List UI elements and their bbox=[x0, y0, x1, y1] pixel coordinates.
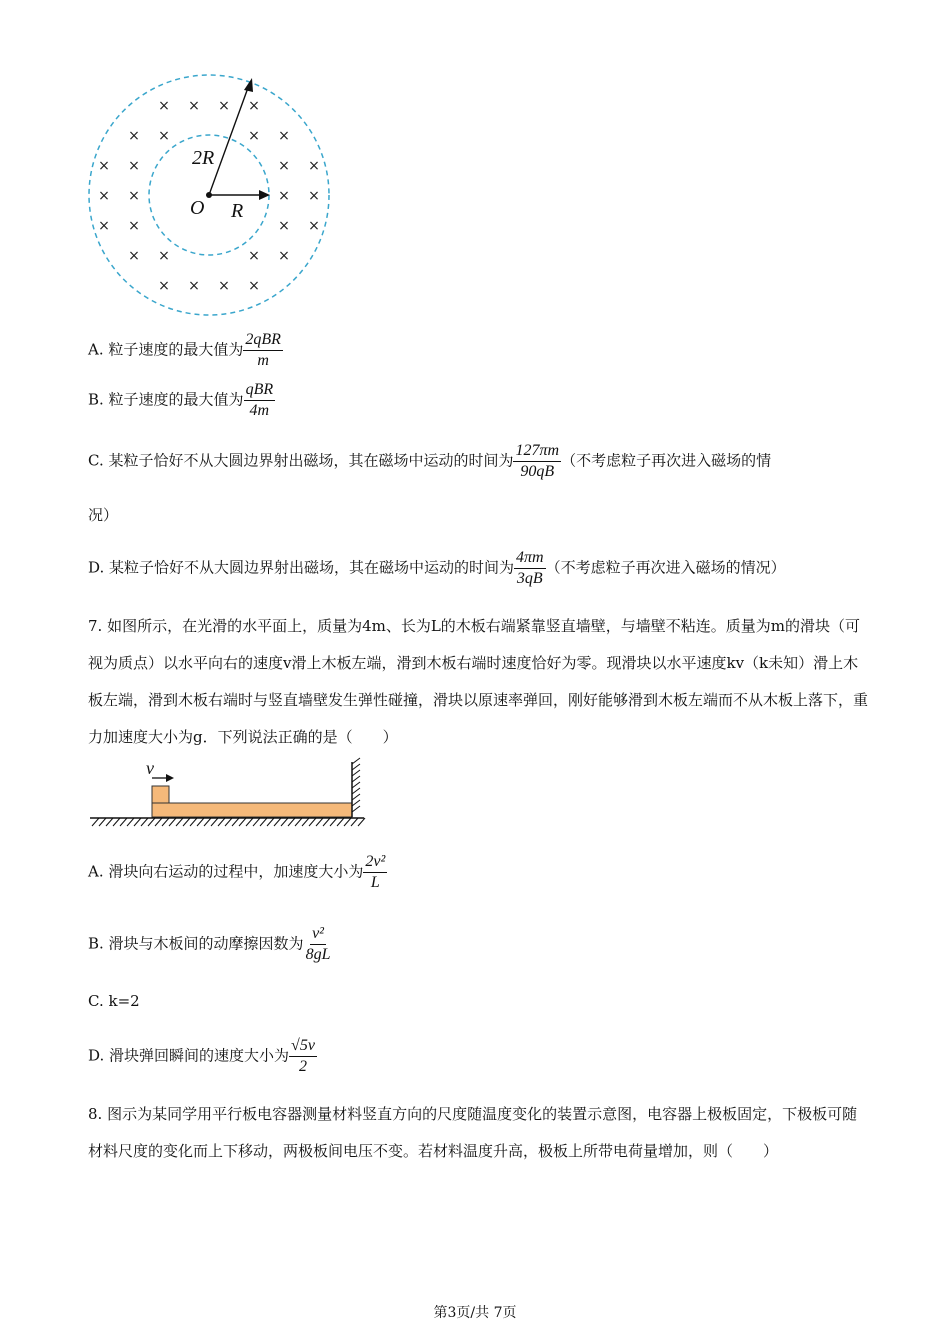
field-cross: × bbox=[158, 278, 170, 294]
hatch-line bbox=[295, 818, 302, 826]
hatch-line bbox=[176, 818, 183, 826]
hatch-line bbox=[204, 818, 211, 826]
hatch-line bbox=[183, 818, 190, 826]
hatch-line bbox=[352, 794, 360, 800]
field-cross: × bbox=[128, 248, 140, 264]
field-cross: × bbox=[308, 188, 320, 204]
hatch-line bbox=[232, 818, 239, 826]
hatch-line bbox=[281, 818, 288, 826]
field-cross: × bbox=[128, 188, 140, 204]
q7-option-a: A. 滑块向右运动的过程中，加速度大小为 $\frac{\text{2v²}}{L}$ bbox=[88, 853, 386, 891]
label-O: O bbox=[190, 197, 205, 219]
q6-option-a: A. 粒子速度的最大值为 $\frac{\text{2qBR}}{m}$ bbox=[88, 331, 281, 369]
hatch-line bbox=[352, 782, 360, 788]
hatch-line bbox=[99, 818, 106, 826]
hatch-line bbox=[352, 788, 360, 794]
hatch-line bbox=[358, 818, 365, 826]
hatch-line bbox=[323, 818, 330, 826]
field-cross: × bbox=[98, 188, 110, 204]
field-cross: × bbox=[248, 278, 260, 294]
field-cross: × bbox=[248, 248, 260, 264]
arrowhead bbox=[244, 78, 253, 92]
field-cross: × bbox=[128, 128, 140, 144]
hatch-line bbox=[92, 818, 99, 826]
field-cross: × bbox=[308, 158, 320, 174]
hatch-line bbox=[352, 800, 360, 806]
center-point bbox=[206, 192, 212, 198]
field-cross: × bbox=[188, 278, 200, 294]
hatch-line bbox=[113, 818, 120, 826]
hatch-line bbox=[162, 818, 169, 826]
hatch-line bbox=[274, 818, 281, 826]
field-cross: × bbox=[98, 218, 110, 234]
magnetic-field-figure bbox=[86, 70, 336, 320]
field-cross: × bbox=[278, 188, 290, 204]
q6-option-c: C. 某粒子恰好不从大圆边界射出磁场，其在磁场中运动的时间为 $\frac{127\pi m}{90qB}$ （不考虑粒子再次进入磁场的情 bbox=[88, 442, 772, 480]
hatch-line bbox=[134, 818, 141, 826]
block-board-figure bbox=[88, 756, 378, 836]
field-cross: × bbox=[158, 98, 170, 114]
hatch-line bbox=[148, 818, 155, 826]
hatch-line bbox=[218, 818, 225, 826]
field-cross: × bbox=[248, 98, 260, 114]
label-R: R bbox=[231, 200, 244, 222]
field-cross: × bbox=[278, 218, 290, 234]
hatch-line bbox=[352, 764, 360, 770]
board bbox=[152, 803, 352, 817]
hatch-line bbox=[260, 818, 267, 826]
hatch-line bbox=[190, 818, 197, 826]
hatch-line bbox=[309, 818, 316, 826]
field-cross: × bbox=[278, 158, 290, 174]
field-cross: × bbox=[218, 278, 230, 294]
hatch-line bbox=[351, 818, 358, 826]
field-cross: × bbox=[308, 218, 320, 234]
field-cross: × bbox=[158, 128, 170, 144]
q7-option-d: D. 滑块弹回瞬间的速度大小为 $\frac{√5v}{2}$ bbox=[88, 1037, 315, 1075]
hatch-line bbox=[352, 758, 360, 764]
ground-hatch bbox=[92, 818, 365, 826]
slider-block bbox=[152, 786, 169, 803]
page-footer: 第3页/共 7页 bbox=[433, 1305, 517, 1321]
hatch-line bbox=[352, 806, 360, 812]
q7-option-b: B. 滑块与木板间的动摩擦因数为 $\frac{\text{v²}}{8gL}$ bbox=[88, 925, 331, 963]
hatch-line bbox=[288, 818, 295, 826]
q6-option-c-continued: 况） bbox=[88, 506, 119, 524]
q8-stem: 8. 图示为某同学用平行板电容器测量材料竖直方向的尺度随温度变化的装置示意图，电容器上极板固定，下极板可随材料尺度的变化而上下移动，两极板间电压不变。若材料温度升高，极板上所带电荷量增加，则（ ） bbox=[88, 1105, 858, 1160]
hatch-line bbox=[352, 770, 360, 776]
hatch-line bbox=[127, 818, 134, 826]
field-cross: × bbox=[98, 158, 110, 174]
field-cross: × bbox=[278, 128, 290, 144]
hatch-line bbox=[120, 818, 127, 826]
field-cross: × bbox=[248, 128, 260, 144]
field-cross: × bbox=[128, 218, 140, 234]
hatch-line bbox=[330, 818, 337, 826]
wall-hatch bbox=[352, 758, 360, 812]
field-cross: × bbox=[278, 248, 290, 264]
field-cross: × bbox=[128, 158, 140, 174]
q6-option-d: D. 某粒子恰好不从大圆边界射出磁场，其在磁场中运动的时间为 $\frac{4\pi m}{3qB}$ （不考虑粒子再次进入磁场的情况） bbox=[88, 549, 786, 587]
q7-stem: 7. 如图所示，在光滑的水平面上，质量为4m、长为L的木板右端紧靠竖直墙壁，与墙壁不粘连。质量为m的滑块（可视为质点）以水平向右的速度v滑上木板左端，滑到木板右端时速度恰好为零。现滑块以水平速度kv（k未知）滑上木板左端，滑到木板右端时与竖直墙壁发生弹性碰撞，滑块以原速率弹回，刚好能够滑到木板左端而不从木板上落下，重力加速度大小为g．下列说法正确的是（ ） bbox=[88, 617, 869, 746]
hatch-line bbox=[302, 818, 309, 826]
hatch-line bbox=[225, 818, 232, 826]
field-cross: × bbox=[218, 98, 230, 114]
hatch-line bbox=[253, 818, 260, 826]
hatch-line bbox=[106, 818, 113, 826]
hatch-line bbox=[155, 818, 162, 826]
hatch-line bbox=[337, 818, 344, 826]
hatch-line bbox=[316, 818, 323, 826]
field-cross: × bbox=[188, 98, 200, 114]
hatch-line bbox=[344, 818, 351, 826]
hatch-line bbox=[352, 776, 360, 782]
q7-option-c: C. k=2 bbox=[88, 992, 140, 1010]
hatch-line bbox=[239, 818, 246, 826]
arrowhead bbox=[166, 774, 174, 782]
hatch-line bbox=[267, 818, 274, 826]
label-2R: 2R bbox=[192, 147, 215, 169]
label-v: v bbox=[146, 758, 154, 778]
q6-option-b: B. 粒子速度的最大值为 $\frac{\text{qBR}}{4m}$ bbox=[88, 381, 274, 419]
hatch-line bbox=[141, 818, 148, 826]
hatch-line bbox=[197, 818, 204, 826]
hatch-line bbox=[169, 818, 176, 826]
hatch-line bbox=[211, 818, 218, 826]
field-cross: × bbox=[158, 248, 170, 264]
hatch-line bbox=[246, 818, 253, 826]
